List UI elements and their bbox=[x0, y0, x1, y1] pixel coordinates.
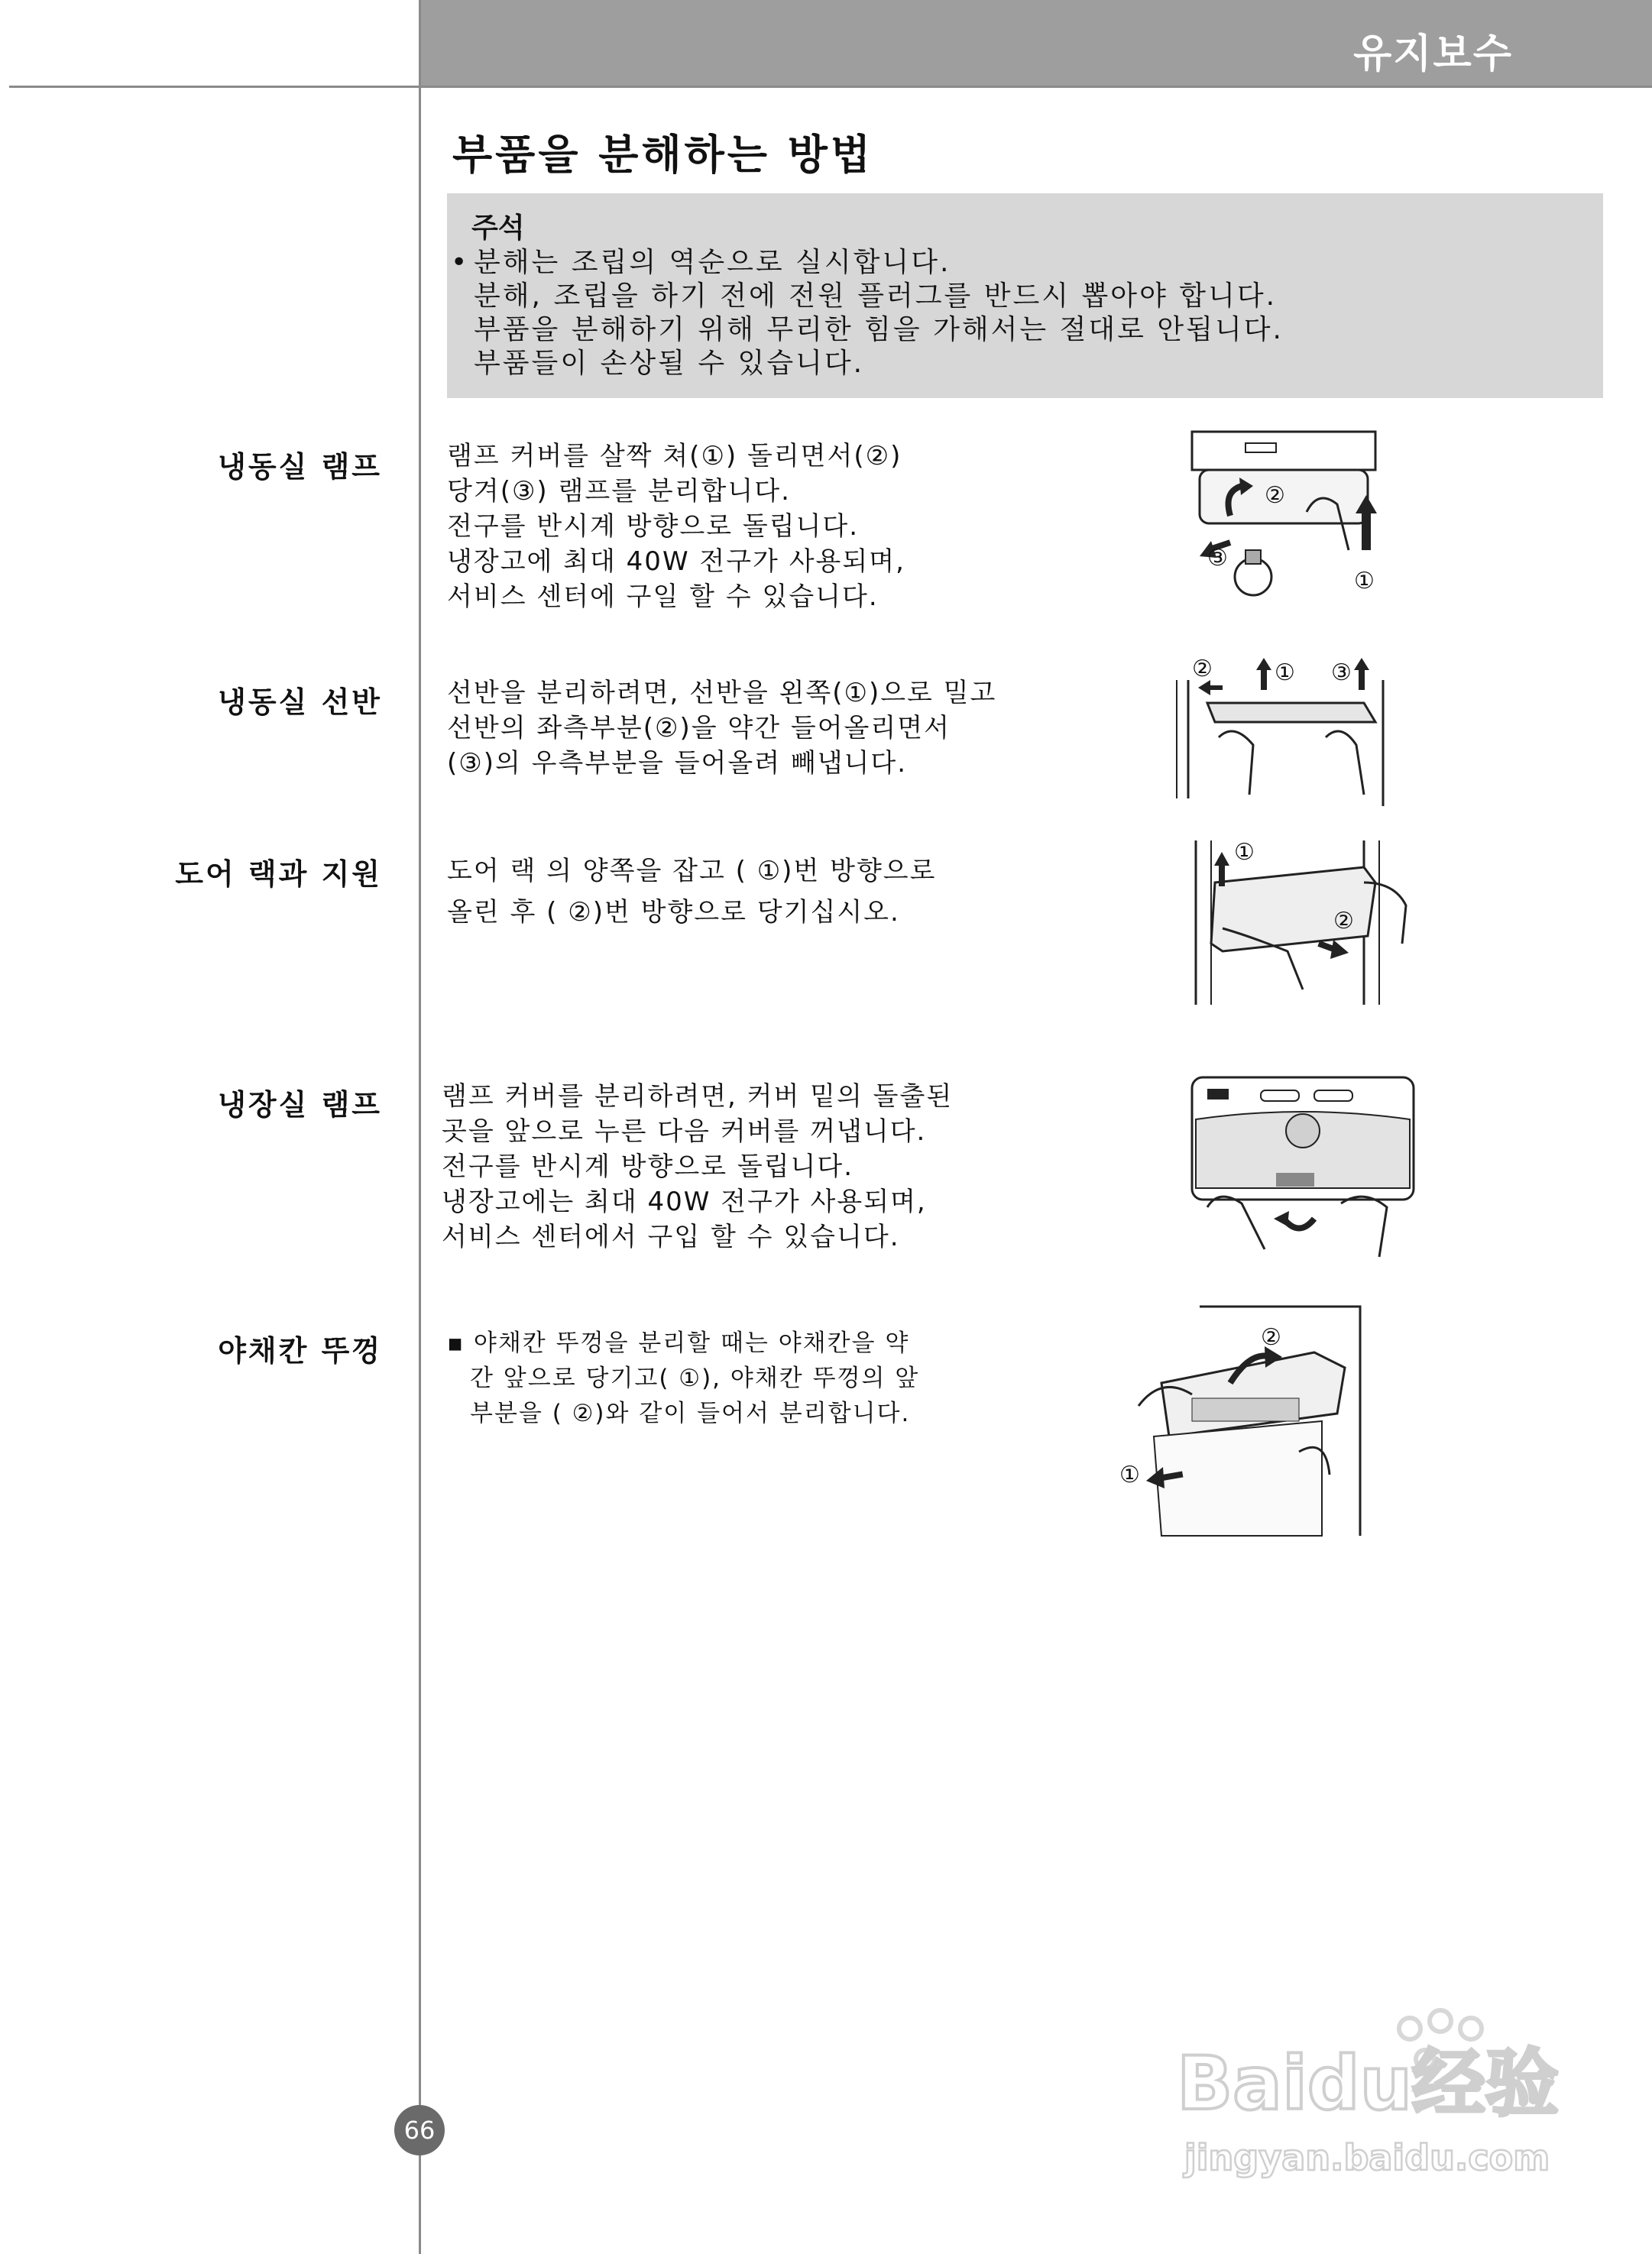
vertical-divider bbox=[419, 0, 421, 2254]
body-line: 냉장고에는 최대 40W 전구가 사용되며, bbox=[442, 1187, 927, 1217]
body-line: 냉장고에 최대 40W 전구가 사용되며, bbox=[447, 546, 905, 577]
note-line-3: 부품을 분해하기 위해 무리한 힘을 가해서는 절대로 안됩니다. bbox=[474, 314, 1284, 345]
section-label-vegetable-lid: 야채칸 뚜껑 bbox=[218, 1334, 382, 1368]
body-line: 야채칸 뚜껑을 분리할 때는 야채칸을 약 bbox=[473, 1329, 910, 1357]
body-line: 전구를 반시계 방향으로 돌립니다. bbox=[447, 511, 860, 542]
body-line: 올린 후 ( ②)번 방향으로 당기십시오. bbox=[447, 897, 900, 928]
watermark-logo-text: Baidu经验 bbox=[1177, 2041, 1559, 2126]
watermark-logo bbox=[1177, 2002, 1559, 2193]
fridge-lamp-illustration bbox=[1188, 1074, 1417, 1265]
note-line-4: 부품들이 손상될 수 있습니다. bbox=[474, 348, 865, 379]
body-line: 선반을 분리하려면, 선반을 왼쪽(①)으로 밀고 bbox=[447, 678, 997, 708]
freezer-shelf-illustration bbox=[1161, 646, 1406, 810]
marker: ② bbox=[1192, 656, 1213, 682]
section-title: 유지보수 bbox=[1353, 31, 1513, 77]
section-label-freezer-shelf: 냉동실 선반 bbox=[218, 685, 382, 719]
note-line-1: 분해는 조립의 역순으로 실시합니다. bbox=[474, 247, 951, 278]
body-line: 선반의 좌측부분(②)을 약간 들어올리면서 bbox=[447, 713, 951, 743]
marker: ③ bbox=[1331, 659, 1352, 686]
body-line: 램프 커버를 살짝 쳐(①) 돌리면서(②) bbox=[447, 441, 902, 471]
section-text-freezer-lamp bbox=[447, 439, 905, 614]
note-bullet: • bbox=[451, 247, 470, 278]
body-line: 도어 랙 의 양쪽을 잡고 ( ①)번 방향으로 bbox=[447, 856, 937, 886]
body-line: 곳을 앞으로 누른 다음 커버를 꺼냅니다. bbox=[442, 1116, 927, 1147]
body-line: 서비스 센터에서 구입 할 수 있습니다. bbox=[442, 1222, 900, 1252]
section-text-vegetable-lid bbox=[447, 1326, 919, 1431]
marker: ① bbox=[1119, 1462, 1140, 1488]
section-text-door-rack bbox=[447, 850, 936, 933]
door-rack-illustration bbox=[1188, 837, 1417, 1009]
body-line: (③)의 우측부분을 들어올려 빼냅니다. bbox=[447, 748, 908, 779]
freezer-lamp-illustration bbox=[1177, 428, 1398, 634]
page-number: 66 bbox=[394, 2105, 445, 2155]
section-label-fridge-lamp: 냉장실 램프 bbox=[218, 1088, 382, 1122]
marker: ② bbox=[1333, 908, 1354, 934]
body-line: 부분을 ( ②)와 같이 들어서 분리합니다. bbox=[470, 1400, 911, 1427]
header-divider bbox=[9, 86, 1652, 88]
section-label-freezer-lamp: 냉동실 램프 bbox=[218, 450, 382, 484]
marker: ② bbox=[1261, 1324, 1281, 1351]
bullet: ▪ bbox=[447, 1329, 465, 1357]
vegetable-lid-illustration bbox=[1116, 1299, 1368, 1543]
marker: ② bbox=[1265, 482, 1285, 509]
body-line: 서비스 센터에 구일 할 수 있습니다. bbox=[447, 581, 879, 612]
marker: ③ bbox=[1207, 545, 1228, 572]
marker: ① bbox=[1275, 659, 1295, 686]
marker: ① bbox=[1354, 568, 1375, 594]
marker: ① bbox=[1234, 839, 1255, 866]
body-line: 전구를 반시계 방향으로 돌립니다. bbox=[442, 1151, 854, 1182]
page-title: 부품을 분해하는 방법 bbox=[452, 131, 874, 179]
section-text-freezer-shelf bbox=[447, 675, 996, 781]
section-label-door-rack: 도어 랙과 지원 bbox=[175, 857, 382, 891]
body-line: 램프 커버를 분리하려면, 커버 밑의 돌출된 bbox=[442, 1081, 954, 1112]
note-heading: 주석 bbox=[471, 212, 525, 244]
section-text-fridge-lamp bbox=[442, 1079, 953, 1255]
body-line: 간 앞으로 당기고( ①), 야채칸 뚜껑의 앞 bbox=[470, 1365, 920, 1392]
body-line: 당겨(③) 램프를 분리합니다. bbox=[447, 476, 791, 507]
note-line-2: 분해, 조립을 하기 전에 전원 플러그를 반드시 뽑아야 합니다. bbox=[474, 280, 1278, 312]
watermark-url: jingyan.baidu.com bbox=[1184, 2137, 1550, 2178]
